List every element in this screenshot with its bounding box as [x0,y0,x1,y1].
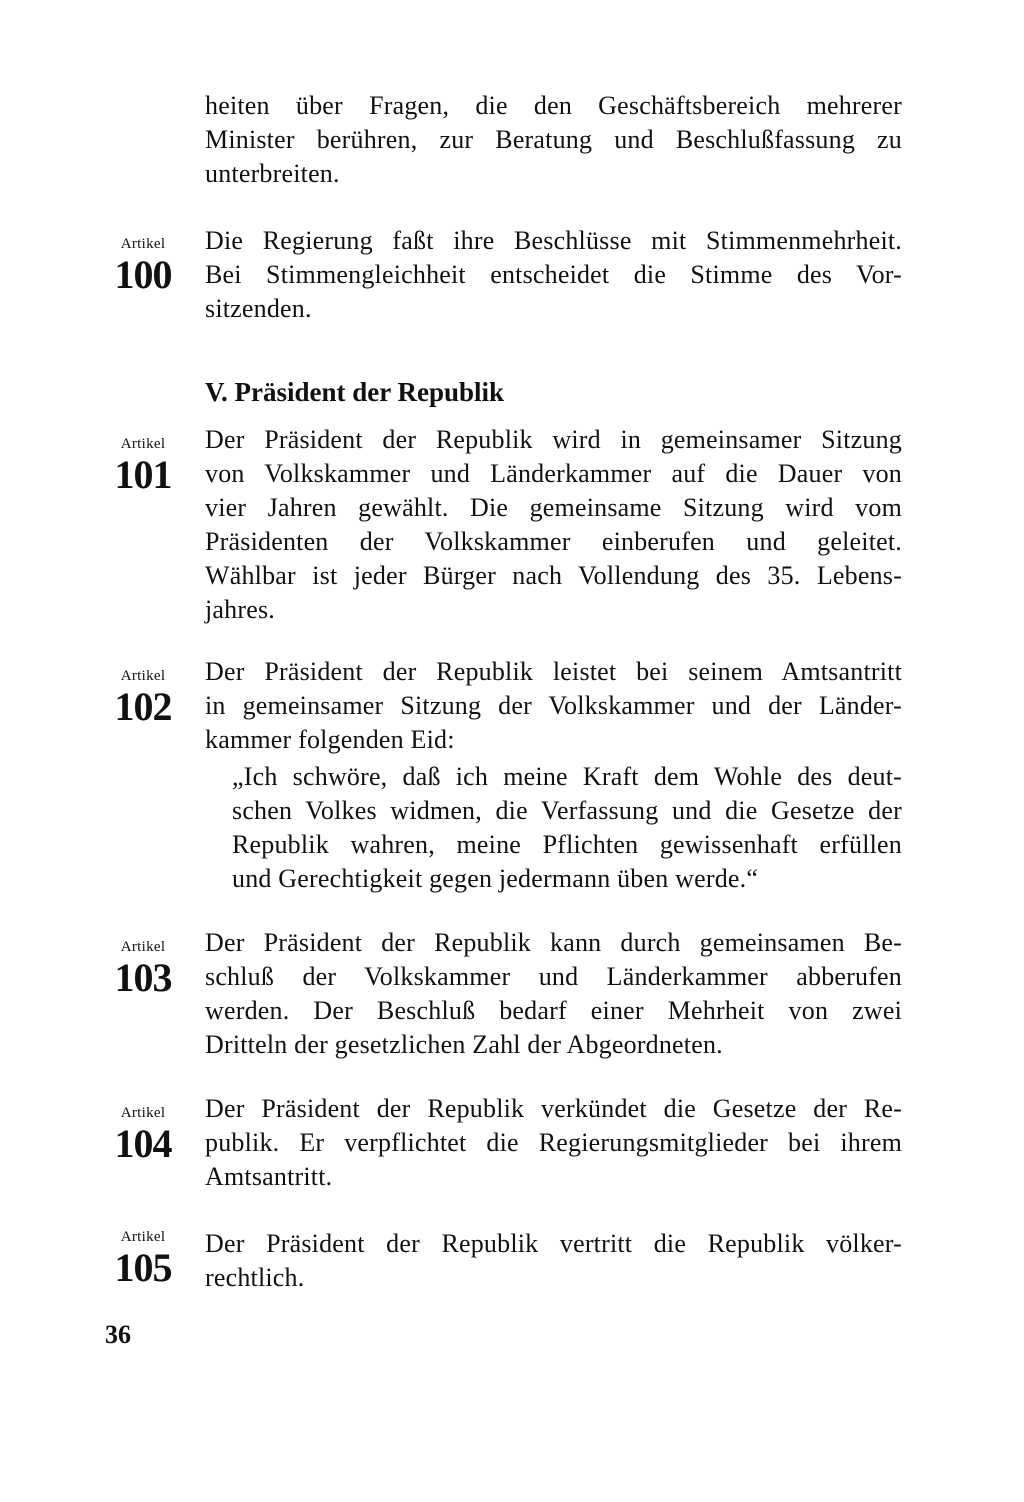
article-101-text [205,423,902,627]
article-word: Artikel [120,236,166,252]
article-word: Artikel [120,1105,166,1121]
article-word: Artikel [120,436,166,452]
text-line: Der Präsident der Republik verkündet die Gesetze der Re- [205,1094,902,1123]
article-103-text [205,926,902,1062]
article-100-text [205,224,902,326]
text-line: Dritteln der gesetzlichen Zahl der Abgeordneten. [205,1030,723,1059]
text-line: heiten über Fragen, die den Geschäftsbereich mehrerer [205,91,902,120]
text-line: vier Jahren gewählt. Die gemeinsame Sitzung wird vom [205,493,902,522]
article-number: 102 [114,684,172,729]
article-word: Artikel [120,939,166,955]
text-line: Der Präsident der Republik wird in gemeinsamer Sitzung [205,425,902,454]
text-line: Bei Stimmengleichheit entscheidet die Stimme des Vor- [205,260,902,289]
article-label-102 [104,667,182,729]
article-number: 101 [114,452,172,497]
article-102-text [205,655,902,757]
article-label-103 [104,938,182,1000]
text-line: Präsidenten der Volkskammer einberufen und geleitet. [205,527,902,556]
text-line: schen Volkes widmen, die Verfassung und die Gesetze der [232,796,902,825]
text-line: sitzenden. [205,294,312,323]
text-line: „Ich schwöre, daß ich meine Kraft dem Wohle des deut- [232,762,902,791]
text-line: jahres. [205,595,275,624]
text-line: Wählbar ist jeder Bürger nach Vollendung des 35. Lebens- [205,561,902,590]
text-line: Die Regierung faßt ihre Beschlüsse mit Stimmenmehrheit. [205,226,902,255]
text-line: publik. Er verpflichtet die Regierungsmitglieder bei ihrem [205,1128,902,1157]
article-word: Artikel [120,1229,166,1245]
page-number: 36 [105,1320,131,1349]
text-line: kammer folgenden Eid: [205,725,455,754]
article-label-101 [104,435,182,497]
text-line: unterbreiten. [205,159,340,188]
text-line: schluß der Volkskammer und Länderkammer abberufen [205,962,902,991]
article-label-105 [104,1228,182,1290]
text-line: in gemeinsamer Sitzung der Volkskammer und der Länder- [205,691,902,720]
text-line: und Gerechtigkeit gegen jedermann üben werde.“ [232,864,759,893]
text-line: Republik wahren, meine Pflichten gewissenhaft erfüllen [232,830,902,859]
oath-quote [232,760,902,896]
text-line: Der Präsident der Republik kann durch gemeinsamen Be- [205,928,902,957]
article-label-104 [104,1104,182,1166]
article-number: 104 [114,1121,172,1166]
article-label-100 [104,235,182,297]
text-line: Der Präsident der Republik vertritt die Republik völker- [205,1229,902,1258]
text-line: Amtsantritt. [205,1162,333,1191]
article-number: 103 [114,955,172,1000]
section-heading: V. Präsident der Republik [205,377,505,407]
intro-paragraph [205,89,902,191]
text-line: rechtlich. [205,1263,305,1292]
article-105-text [205,1227,902,1295]
text-line: Minister berühren, zur Beratung und Beschlußfassung zu [205,125,902,154]
text-line: werden. Der Beschluß bedarf einer Mehrheit von zwei [205,996,902,1025]
article-number: 100 [114,252,172,297]
text-line: Der Präsident der Republik leistet bei seinem Amtsantritt [205,657,902,686]
article-word: Artikel [120,668,166,684]
article-104-text [205,1092,902,1194]
article-number: 105 [114,1245,172,1290]
text-line: von Volkskammer und Länderkammer auf die Dauer von [205,459,902,488]
